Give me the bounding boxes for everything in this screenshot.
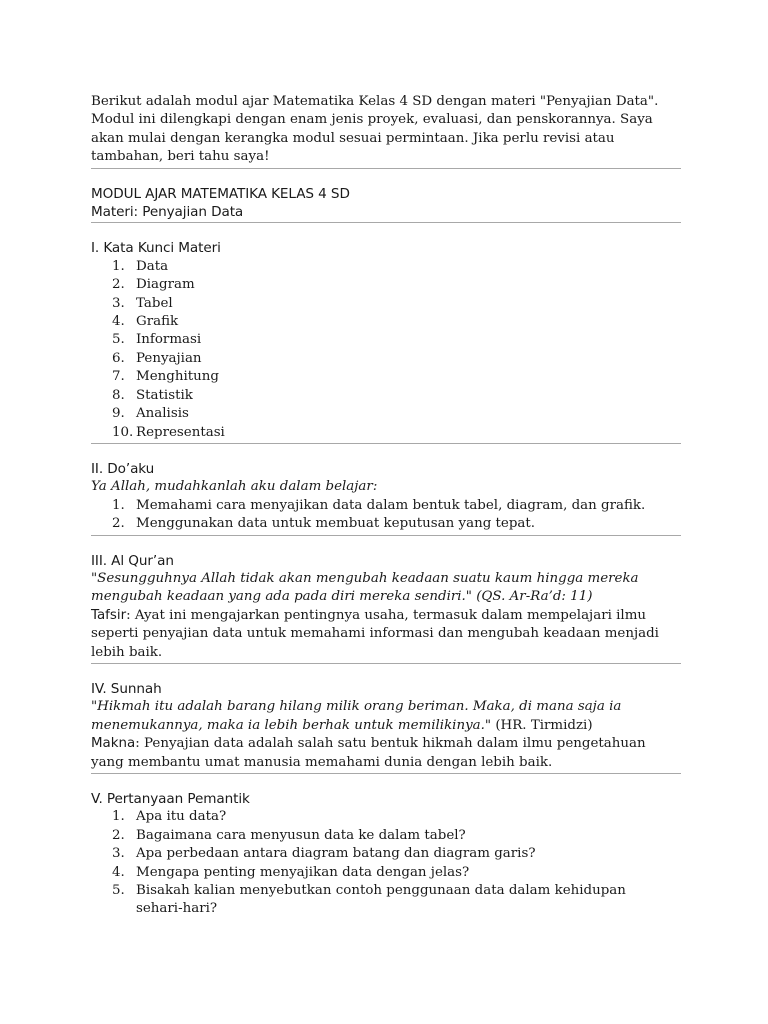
list-number: 1. bbox=[112, 809, 125, 825]
list-item bbox=[91, 424, 681, 442]
makna-label: Makna bbox=[91, 736, 136, 752]
list-text-continued: sehari-hari? bbox=[136, 901, 218, 917]
section-heading-doaku: II. Do’aku bbox=[91, 460, 155, 477]
list-text: Penyajian bbox=[136, 350, 202, 366]
list-item bbox=[91, 276, 681, 294]
list-text: Apa itu data? bbox=[136, 809, 227, 825]
list-item bbox=[91, 515, 681, 533]
section-heading-sunnah: IV. Sunnah bbox=[91, 680, 162, 697]
section-heading-pertanyaan-pemantik: V. Pertanyaan Pemantik bbox=[91, 791, 250, 807]
question-list bbox=[91, 808, 681, 918]
list-text: Representasi bbox=[136, 424, 225, 440]
quran-quote-line: mengubah keadaan yang ada pada diri mereka sendiri." (QS. Ar-Ra’d: 11) bbox=[91, 589, 593, 605]
keyword-list bbox=[91, 258, 681, 442]
hadith-source: (HR. Tirmidzi) bbox=[491, 717, 593, 733]
list-item bbox=[91, 827, 681, 845]
list-item bbox=[91, 845, 681, 863]
list-number: 5. bbox=[112, 332, 125, 348]
makna-line: yang membantu umat manusia memahami dunia dengan lebih baik. bbox=[91, 754, 553, 770]
makna-paragraph bbox=[91, 735, 681, 753]
list-item bbox=[91, 882, 681, 919]
hadith-quote-line: "Hikmah itu adalah barang hilang milik orang beriman. Maka, di mana saja ia bbox=[91, 699, 622, 715]
list-item bbox=[91, 497, 681, 515]
tafsir-line: lebih baik. bbox=[91, 644, 163, 660]
intro-paragraph bbox=[91, 93, 681, 167]
document-title: MODUL AJAR MATEMATIKA KELAS 4 SD bbox=[91, 185, 350, 202]
list-number: 2. bbox=[112, 827, 125, 843]
list-text: Apa perbedaan antara diagram batang dan diagram garis? bbox=[136, 846, 536, 862]
list-item bbox=[91, 331, 681, 349]
list-item bbox=[91, 387, 681, 405]
list-text: Statistik bbox=[136, 387, 193, 403]
quran-quote-line: "Sesungguhnya Allah tidak akan mengubah keadaan suatu kaum hingga mereka bbox=[91, 570, 639, 586]
list-text: Analisis bbox=[136, 406, 189, 422]
list-text: Data bbox=[136, 258, 169, 274]
list-text: Menggunakan data untuk membuat keputusan yang tepat. bbox=[136, 516, 536, 532]
hadith-quote-text: menemukannya, maka ia lebih berhak untuk memilikinya." bbox=[91, 717, 492, 733]
tafsir-text: : Ayat ini mengajarkan pentingnya usaha, termasuk dalam mempelajari ilmu bbox=[126, 607, 647, 623]
prayer-text: Ya Allah, mudahkanlah aku dalam belajar: bbox=[91, 479, 378, 495]
intro-line: Modul ini dilengkapi dengan enam jenis proyek, evaluasi, dan penskorannya. Saya bbox=[91, 112, 653, 128]
prayer-list bbox=[91, 497, 681, 534]
tafsir-paragraph bbox=[91, 607, 681, 625]
list-text: Tabel bbox=[136, 295, 173, 311]
intro-line: tambahan, beri tahu saya! bbox=[91, 149, 270, 165]
tafsir-label: Tafsir bbox=[91, 607, 127, 623]
list-item bbox=[91, 350, 681, 368]
list-number: 4. bbox=[112, 314, 125, 330]
list-number: 3. bbox=[112, 846, 125, 862]
list-number: 2. bbox=[112, 516, 125, 532]
list-text: Mengapa penting menyajikan data dengan jelas? bbox=[136, 864, 470, 880]
list-number: 4. bbox=[112, 864, 125, 880]
list-item bbox=[91, 864, 681, 882]
list-item bbox=[91, 368, 681, 386]
list-text: Grafik bbox=[136, 314, 179, 330]
list-text: Menghitung bbox=[136, 369, 219, 385]
list-text: Memahami cara menyajikan data dalam bentuk tabel, diagram, dan grafik. bbox=[136, 497, 646, 513]
list-text: Diagram bbox=[136, 277, 195, 293]
list-item bbox=[91, 808, 681, 826]
section-heading-kata-kunci: I. Kata Kunci Materi bbox=[91, 240, 221, 257]
list-text: Bagaimana cara menyusun data ke dalam tabel? bbox=[136, 827, 466, 843]
list-number: 1. bbox=[112, 258, 125, 274]
list-number: 5. bbox=[112, 883, 125, 899]
list-item bbox=[91, 405, 681, 423]
intro-line: Berikut adalah modul ajar Matematika Kelas 4 SD dengan materi "Penyajian Data". bbox=[91, 94, 659, 109]
section-heading-al-quran: III. Al Qur’an bbox=[91, 552, 174, 569]
list-item bbox=[91, 313, 681, 331]
makna-text: : Penyajian data adalah salah satu bentuk hikmah dalam ilmu pengetahuan bbox=[135, 736, 646, 752]
list-text: Informasi bbox=[136, 332, 202, 348]
list-number: 1. bbox=[112, 497, 125, 513]
document-page bbox=[91, 93, 681, 919]
list-text: Bisakah kalian menyebutkan contoh penggunaan data dalam kehidupan bbox=[136, 883, 626, 899]
hadith-quote-line bbox=[91, 717, 681, 735]
list-number: 3. bbox=[112, 295, 125, 311]
list-number: 6. bbox=[112, 350, 125, 366]
intro-line: akan mulai dengan kerangka modul sesuai permintaan. Jika perlu revisi atau bbox=[91, 130, 615, 146]
list-item bbox=[91, 295, 681, 313]
list-item bbox=[91, 258, 681, 276]
list-number: 7. bbox=[112, 369, 125, 385]
tafsir-line: seperti penyajian data untuk memahami informasi dan mengubah keadaan menjadi bbox=[91, 626, 659, 642]
list-number: 2. bbox=[112, 277, 125, 293]
list-number: 8. bbox=[112, 387, 125, 403]
list-number: 9. bbox=[112, 406, 125, 422]
list-number: 10. bbox=[112, 424, 134, 440]
document-subtitle: Materi: Penyajian Data bbox=[91, 204, 244, 221]
